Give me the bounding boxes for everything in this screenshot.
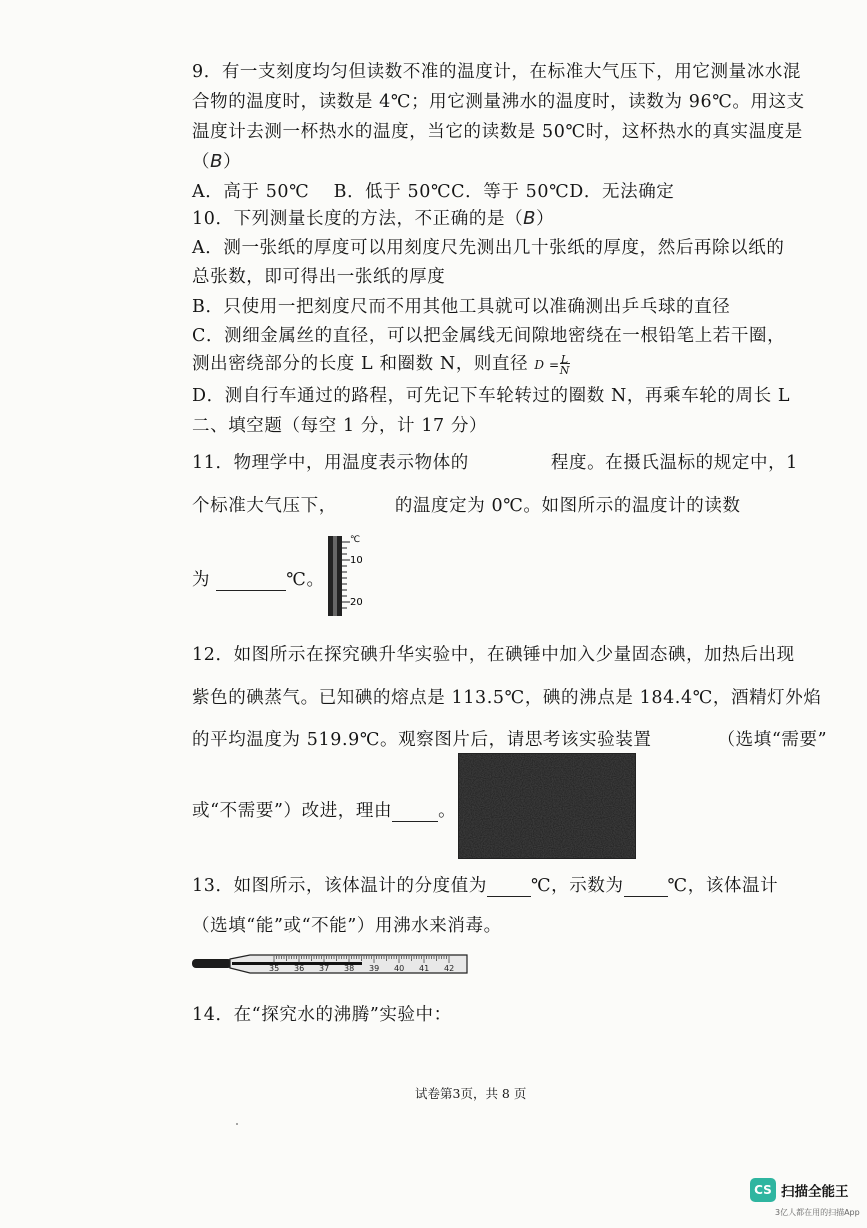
q9-line-4 — [192, 148, 241, 173]
q11-line-2 — [192, 492, 741, 517]
q9-options: A．高于 50℃ B．低于 50℃C．等于 50℃D．无法确定 — [192, 182, 675, 202]
scale-label-36: 36 — [294, 964, 305, 973]
thermometer-column — [333, 536, 337, 616]
q12-blank-2 — [392, 801, 438, 822]
q11-blank-3 — [216, 570, 286, 591]
q10-stem — [192, 205, 554, 230]
clinical-thermometer-bulb — [192, 959, 232, 968]
q11-line-2-b: 的温度定为 0℃。如图所示的温度计的读数 — [394, 496, 741, 516]
formula-denominator: N — [559, 363, 570, 377]
formula-fraction — [560, 354, 570, 376]
q12-line-3-a: 的平均温度为 519.9℃。观察图片后，请思考该实验装置 — [192, 730, 652, 750]
scale-label-35: 35 — [269, 964, 280, 973]
q12-line-4 — [192, 797, 456, 822]
q11-line-1 — [192, 449, 798, 474]
thermometer-unit: ℃ — [350, 535, 361, 545]
q10-paren-close: ） — [536, 209, 555, 229]
q9-paren-close: ） — [223, 152, 242, 172]
q12-line-1: 12．如图所示在探究碘升华实验中，在碘锤中加入少量固态碘，加热后出现 — [192, 645, 795, 665]
scale-label-38: 38 — [344, 964, 355, 973]
scale-label-37: 37 — [319, 964, 330, 973]
q9-line-3: 温度计去测一杯热水的温度，当它的读数是 50℃时，这杯热水的真实温度是 — [192, 122, 803, 142]
iodine-experiment-photo — [458, 753, 636, 859]
q11-line-2-a: 个标准大气压下， — [192, 496, 337, 516]
scan-speck — [236, 1123, 238, 1125]
q10-handwritten-answer: B — [523, 208, 537, 229]
thermometer-ticks — [342, 542, 350, 608]
q12-line-4-b: 。 — [438, 801, 457, 821]
q13-line-2: （选填“能”或“不能”）用沸水来消毒。 — [192, 916, 502, 936]
q10-option-a-line-2: 总张数，即可得出一张纸的厚度 — [192, 267, 446, 287]
q10-option-b: B．只使用一把刻度尺而不用其他工具就可以准确测出乒乓球的直径 — [192, 297, 731, 317]
thermometer-label-10: 10 — [350, 555, 363, 566]
thermometer-figure — [324, 534, 370, 618]
scale-label-40: 40 — [394, 964, 405, 973]
camscanner-logo-icon: CS — [750, 1178, 776, 1202]
thermometer-label-20: 20 — [350, 597, 363, 608]
scale-label-41: 41 — [419, 964, 430, 973]
camscanner-name: 扫描全能王 — [781, 1184, 849, 1200]
q13-line-1-b: ℃，示数为 — [530, 876, 624, 896]
camscanner-tagline: 3亿人都在用的扫描App — [775, 1208, 860, 1217]
clinical-thermometer-figure — [192, 953, 472, 975]
q13-blank-1 — [487, 876, 531, 897]
q10-option-a-line-1: A．测一张纸的厚度可以用刻度尺先测出几十张纸的厚度，然后再除以纸的 — [192, 238, 785, 258]
q13-line-1-a: 13．如图所示，该体温计的分度值为 — [192, 876, 487, 896]
q9-paren-open: （ — [192, 152, 211, 172]
q10-option-c-text: 测出密绕部分的长度 L 和圈数 N，则直径 — [192, 354, 529, 374]
q12-line-2: 紫色的碘蒸气。已知碘的熔点是 113.5℃，碘的沸点是 184.4℃，酒精灯外焰 — [192, 688, 822, 708]
q10-option-d: D．测自行车通过的路程，可先记下车轮转过的圈数 N，再乘车轮的周长 L — [192, 386, 791, 406]
formula-lhs: D = — [534, 358, 560, 372]
q11-line-3-a: 为 — [192, 570, 211, 590]
scale-label-39: 39 — [369, 964, 380, 973]
formula-numerator: L — [560, 352, 569, 366]
q9-handwritten-answer: B — [210, 151, 224, 172]
section-2-title: 二、填空题（每空 1 分，计 17 分） — [192, 416, 488, 436]
q13-blank-2 — [624, 876, 668, 897]
q11-line-1-b: 程度。在摄氏温标的规定中，1 — [550, 453, 798, 473]
q11-line-1-a: 11．物理学中，用温度表示物体的 — [192, 453, 469, 473]
q10-stem-text: 10．下列测量长度的方法，不正确的是（ — [192, 209, 524, 229]
q9-line-1: 9．有一支刻度均匀但读数不准的温度计，在标准大气压下，用它测量冰水混 — [192, 62, 802, 82]
scale-label-42: 42 — [444, 964, 455, 973]
q11-line-3-b: ℃。 — [286, 570, 325, 590]
q10-option-c-line-2 — [192, 350, 570, 376]
q12-line-3 — [192, 726, 827, 751]
page-footer: 试卷第3页，共 8 页 — [415, 1086, 527, 1101]
q11-line-3 — [192, 566, 325, 591]
q9-line-2: 合物的温度时，读数是 4℃；用它测量沸水的温度时，读数为 96℃。用这支 — [192, 92, 805, 112]
q13-line-1 — [192, 872, 778, 897]
q10-option-c-line-1: C．测细金属丝的直径，可以把金属线无间隙地密绕在一根铅笔上若干圈， — [192, 326, 786, 346]
q14-line: 14．在“探究水的沸腾”实验中： — [192, 1005, 452, 1025]
q13-line-1-c: ℃，该体温计 — [667, 876, 779, 896]
q12-line-3-b: （选填“需要” — [717, 730, 828, 750]
q12-line-4-a: 或“不需要”）改进，理由 — [192, 801, 393, 821]
